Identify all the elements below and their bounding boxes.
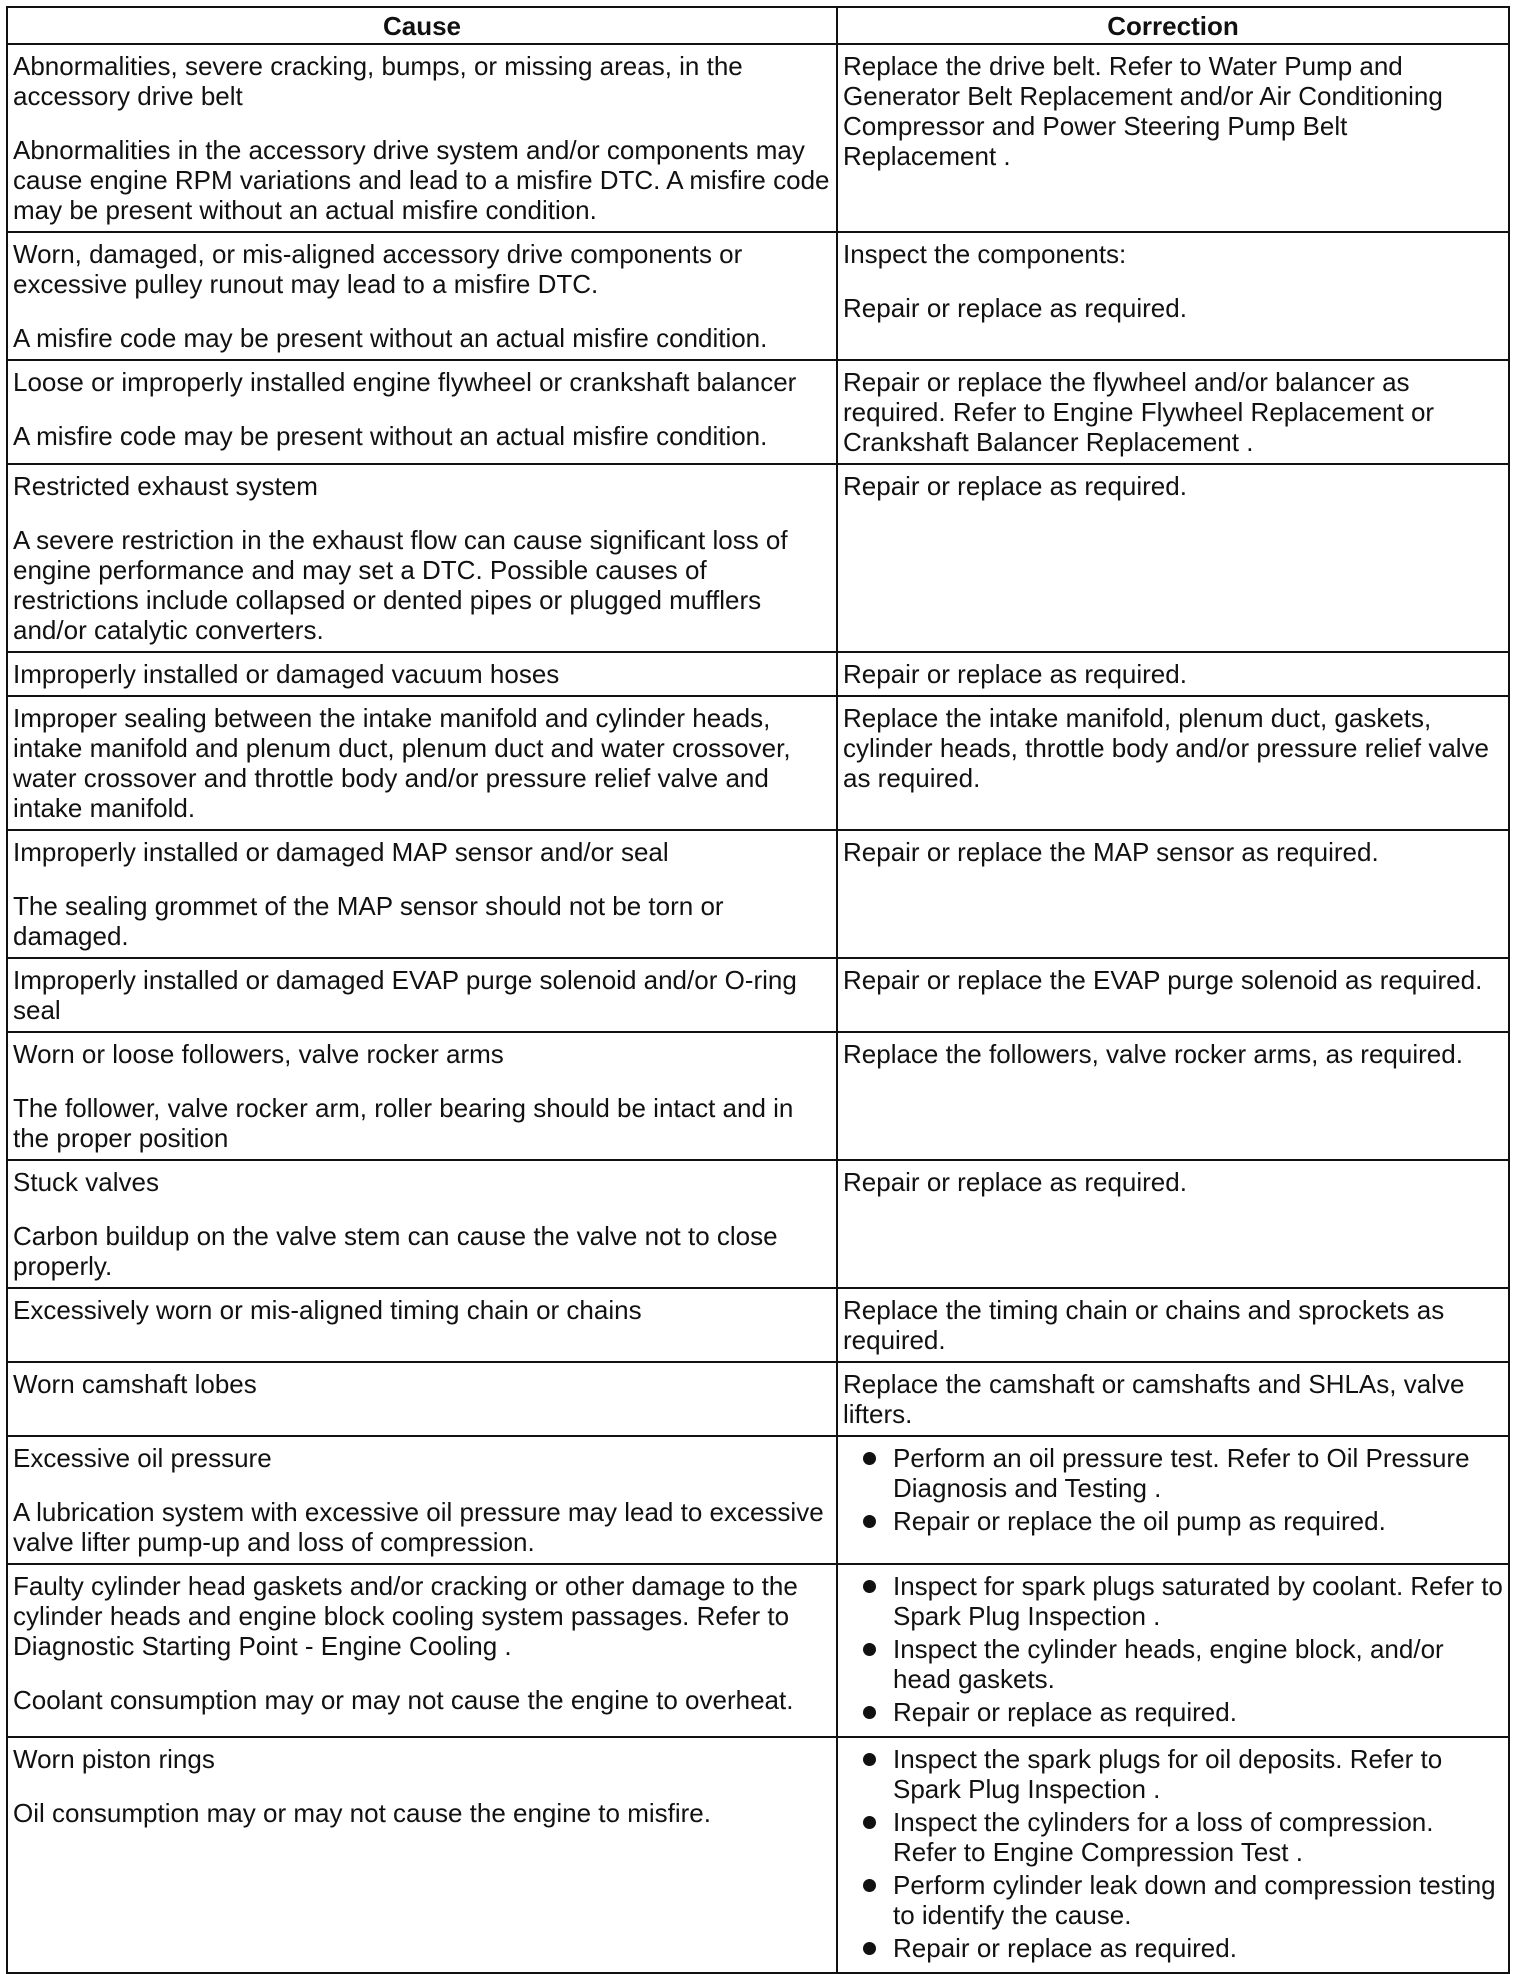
- cause-paragraph: Improperly installed or damaged vacuum hoses: [13, 659, 560, 689]
- cause-cell: [7, 360, 837, 464]
- cause-paragraph: Carbon buildup on the valve stem can cause the valve not to close properly.: [13, 1221, 778, 1281]
- correction-cell: [837, 1362, 1509, 1436]
- cause-cell: [7, 652, 837, 696]
- cause-paragraph: Loose or improperly installed engine flywheel or crankshaft balancer: [13, 367, 797, 397]
- cause-paragraph: Stuck valves: [13, 1167, 159, 1197]
- correction-paragraph: Repair or replace as required.: [843, 471, 1187, 501]
- correction-cell: [837, 1032, 1509, 1160]
- correction-cell: [837, 1160, 1509, 1288]
- table-row: [7, 1032, 1509, 1160]
- diagnosis-table: [6, 6, 1510, 1974]
- cause-paragraph: A severe restriction in the exhaust flow can cause significant loss of engine performance and may set a DTC. Possible causes of restrictions include collapsed or dented pipes or plugged mufflers and/or catalytic converters.: [13, 525, 788, 645]
- cause-paragraph: Oil consumption may or may not cause the engine to misfire.: [13, 1798, 711, 1828]
- correction-cell: [837, 652, 1509, 696]
- cause-paragraph: Improperly installed or damaged EVAP purge solenoid and/or O-ring seal: [13, 965, 797, 1025]
- correction-paragraph: Replace the timing chain or chains and sprockets as required.: [843, 1295, 1445, 1355]
- correction-bullet-list: [843, 1571, 1504, 1727]
- correction-paragraph: Repair or replace the EVAP purge solenoid as required.: [843, 965, 1483, 995]
- table-row: [7, 1362, 1509, 1436]
- correction-bullet-item: Perform cylinder leak down and compression testing to identify the cause.: [843, 1870, 1504, 1930]
- cause-paragraph: Faulty cylinder head gaskets and/or cracking or other damage to the cylinder heads and engine block cooling system passages. Refer to Diagnostic Starting Point - Engine Cooling .: [13, 1571, 798, 1661]
- cause-paragraph: The follower, valve rocker arm, roller bearing should be intact and in the proper position: [13, 1093, 794, 1153]
- table-row: [7, 44, 1509, 232]
- correction-bullet-item: Repair or replace as required.: [843, 1697, 1504, 1727]
- cause-paragraph: A misfire code may be present without an actual misfire condition.: [13, 323, 768, 353]
- correction-bullet-item: Perform an oil pressure test. Refer to Oil Pressure Diagnosis and Testing .: [843, 1443, 1504, 1503]
- cause-cell: [7, 1288, 837, 1362]
- correction-cell: [837, 830, 1509, 958]
- correction-paragraph: Replace the intake manifold, plenum duct, gaskets, cylinder heads, throttle body and/or pressure relief valve as required.: [843, 703, 1490, 793]
- correction-cell: [837, 696, 1509, 830]
- table-row: [7, 464, 1509, 652]
- table-row: [7, 1436, 1509, 1564]
- correction-cell: [837, 1288, 1509, 1362]
- cause-cell: [7, 1160, 837, 1288]
- correction-bullet-item: Repair or replace the oil pump as required.: [843, 1506, 1504, 1536]
- correction-bullet-item: Inspect the cylinders for a loss of compression. Refer to Engine Compression Test .: [843, 1807, 1504, 1867]
- cause-cell: [7, 464, 837, 652]
- cause-cell: [7, 958, 837, 1032]
- cause-paragraph: Abnormalities, severe cracking, bumps, or missing areas, in the accessory drive belt: [13, 51, 743, 111]
- document-page: [6, 6, 1508, 1974]
- cause-paragraph: Abnormalities in the accessory drive system and/or components may cause engine RPM variations and lead to a misfire DTC. A misfire code may be present without an actual misfire condition.: [13, 135, 830, 225]
- cause-cell: [7, 1436, 837, 1564]
- cause-paragraph: A lubrication system with excessive oil pressure may lead to excessive valve lifter pump-up and loss of compression.: [13, 1497, 824, 1557]
- correction-paragraph: Inspect the components:: [843, 239, 1127, 269]
- table-row: [7, 652, 1509, 696]
- correction-paragraph: Repair or replace as required.: [843, 659, 1187, 689]
- table-row: [7, 1288, 1509, 1362]
- correction-cell: [837, 44, 1509, 232]
- correction-cell: [837, 1737, 1509, 1973]
- correction-bullet-item: Inspect the spark plugs for oil deposits. Refer to Spark Plug Inspection .: [843, 1744, 1504, 1804]
- table-row: [7, 1160, 1509, 1288]
- table-row: [7, 1564, 1509, 1737]
- cause-paragraph: Excessive oil pressure: [13, 1443, 272, 1473]
- column-header-correction: Correction: [837, 7, 1509, 44]
- correction-paragraph: Repair or replace as required.: [843, 293, 1187, 323]
- correction-bullet-list: [843, 1443, 1504, 1536]
- cause-paragraph: Worn or loose followers, valve rocker arms: [13, 1039, 504, 1069]
- correction-paragraph: Repair or replace as required.: [843, 1167, 1187, 1197]
- table-body: [7, 44, 1509, 1973]
- correction-bullet-list: [843, 1744, 1504, 1963]
- cause-paragraph: Excessively worn or mis-aligned timing chain or chains: [13, 1295, 642, 1325]
- cause-paragraph: Worn piston rings: [13, 1744, 215, 1774]
- table-row: [7, 830, 1509, 958]
- cause-paragraph: Improperly installed or damaged MAP sensor and/or seal: [13, 837, 669, 867]
- correction-paragraph: Replace the drive belt. Refer to Water Pump and Generator Belt Replacement and/or Air Conditioning Compressor and Power Steering Pump Belt Replacement .: [843, 51, 1443, 171]
- table-row: [7, 696, 1509, 830]
- table-header-row: [7, 7, 1509, 44]
- cause-cell: [7, 830, 837, 958]
- correction-paragraph: Replace the followers, valve rocker arms, as required.: [843, 1039, 1463, 1069]
- correction-bullet-item: Repair or replace as required.: [843, 1933, 1504, 1963]
- table-row: [7, 1737, 1509, 1973]
- correction-bullet-item: Inspect for spark plugs saturated by coolant. Refer to Spark Plug Inspection .: [843, 1571, 1504, 1631]
- correction-cell: [837, 1564, 1509, 1737]
- cause-cell: [7, 1032, 837, 1160]
- correction-cell: [837, 360, 1509, 464]
- correction-cell: [837, 958, 1509, 1032]
- correction-paragraph: Repair or replace the MAP sensor as required.: [843, 837, 1379, 867]
- cause-paragraph: Worn camshaft lobes: [13, 1369, 257, 1399]
- correction-cell: [837, 232, 1509, 360]
- cause-paragraph: The sealing grommet of the MAP sensor should not be torn or damaged.: [13, 891, 724, 951]
- cause-cell: [7, 1362, 837, 1436]
- correction-bullet-item: Inspect the cylinder heads, engine block, and/or head gaskets.: [843, 1634, 1504, 1694]
- table-row: [7, 232, 1509, 360]
- cause-cell: [7, 232, 837, 360]
- cause-paragraph: Worn, damaged, or mis-aligned accessory drive components or excessive pulley runout may lead to a misfire DTC.: [13, 239, 743, 299]
- correction-paragraph: Repair or replace the flywheel and/or balancer as required. Refer to Engine Flywheel Replacement or Crankshaft Balancer Replacement .: [843, 367, 1435, 457]
- cause-cell: [7, 44, 837, 232]
- correction-paragraph: Replace the camshaft or camshafts and SHLAs, valve lifters.: [843, 1369, 1465, 1429]
- table-row: [7, 958, 1509, 1032]
- cause-cell: [7, 696, 837, 830]
- column-header-cause: Cause: [7, 7, 837, 44]
- table-row: [7, 360, 1509, 464]
- cause-paragraph: Restricted exhaust system: [13, 471, 318, 501]
- cause-paragraph: Coolant consumption may or may not cause the engine to overheat.: [13, 1685, 794, 1715]
- cause-paragraph: Improper sealing between the intake manifold and cylinder heads, intake manifold and plenum duct, plenum duct and water crossover, water crossover and throttle body and/or pressure relief valve and intake manifold.: [13, 703, 791, 823]
- cause-cell: [7, 1737, 837, 1973]
- cause-cell: [7, 1564, 837, 1737]
- cause-paragraph: A misfire code may be present without an actual misfire condition.: [13, 421, 768, 451]
- correction-cell: [837, 1436, 1509, 1564]
- correction-cell: [837, 464, 1509, 652]
